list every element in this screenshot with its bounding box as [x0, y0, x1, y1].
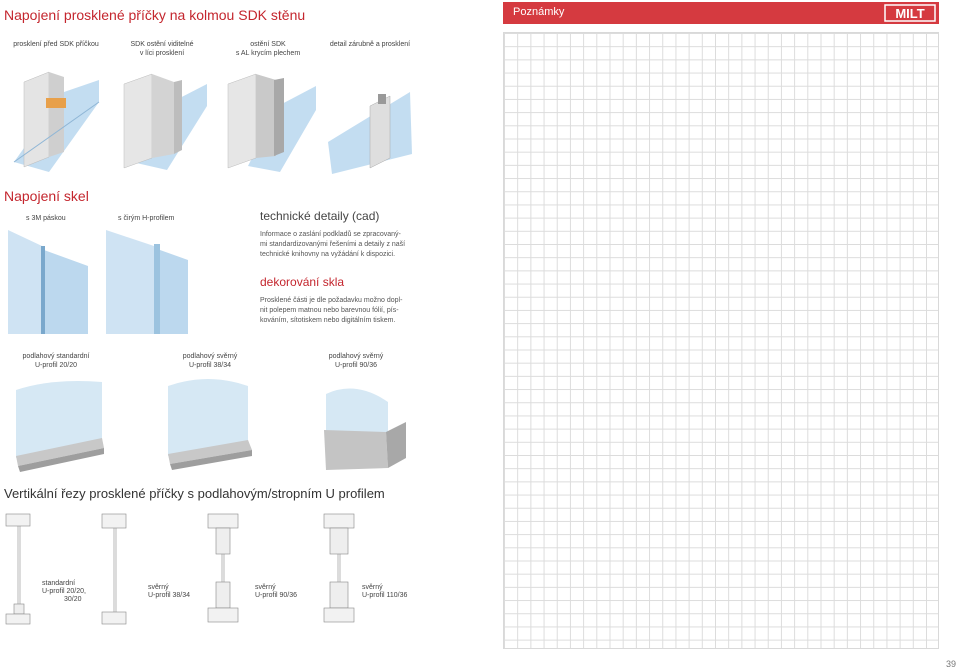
sdk-photo-3 — [218, 62, 318, 174]
caption-sdk-1: prosklení před SDK příčkou — [13, 41, 99, 48]
skel-photo-hprofile — [104, 226, 188, 334]
cad-line-3: technické knihovny na vyžádání k dispozici. — [260, 251, 396, 258]
decor-line-1: Prosklené části je dle požadavku možno dopl- — [260, 297, 403, 304]
caption-skel-2: s čirým H-profilem — [118, 215, 175, 222]
section-label-1-line1: standardní — [42, 580, 76, 587]
page-title: Napojení prosklené příčky na kolmou SDK stěnu — [4, 7, 306, 23]
caption-sdk-3-line1: ostění SDK — [250, 41, 286, 48]
caption-sdk-2-line1: SDK ostění viditelné — [130, 41, 194, 48]
notes-header-bar — [503, 2, 939, 24]
caption-skel-1: s 3M páskou — [26, 215, 66, 222]
skel-title: Napojení skel — [4, 188, 89, 204]
sdk-photo-1 — [4, 62, 104, 174]
caption-sdk-2-line2: v líci prosklení — [139, 50, 185, 57]
section-label-3 — [255, 584, 297, 600]
profile-photo-1 — [12, 372, 108, 472]
caption-profile-2 — [158, 352, 262, 370]
cad-line-1: Informace o zaslání podkladů se zpracovaný- — [260, 231, 401, 238]
caption-profile-3 — [304, 352, 408, 370]
section-label-3-line1: svěrný — [255, 584, 276, 591]
section-label-2-line2: U-profil 38/34 — [148, 592, 191, 599]
section-label-4-line2: U-profil 110/36 — [362, 592, 408, 599]
decor-line-3: kováním, sítotiskem nebo digitálním tiskem. — [260, 317, 396, 324]
caption-profile-3-line1: podlahový svěrný — [328, 353, 384, 360]
sdk-photo-2 — [112, 62, 212, 174]
page-number: 39 — [946, 659, 957, 669]
section-label-2-line1: svěrný — [148, 584, 169, 591]
decor-text — [260, 296, 440, 326]
section-label-2 — [148, 584, 190, 600]
caption-sdk-3-line2: s AL krycím plechem — [235, 50, 301, 57]
section-label-4-line1: svěrný — [362, 584, 383, 591]
section-label-1-line3: 30/20 — [64, 596, 82, 603]
section-label-4 — [362, 584, 407, 600]
decor-line-2: nit polepem matnou nebo barevnou fólií, pís- — [260, 307, 399, 314]
caption-profile-1-line1: podlahový standardní — [22, 353, 90, 360]
skel-photo-tape — [4, 226, 88, 334]
caption-profile-1 — [4, 352, 108, 370]
notes-label: Poznámky — [513, 6, 565, 18]
milt-logo — [882, 2, 938, 24]
caption-profile-2-line1: podlahový svěrný — [182, 353, 238, 360]
profile-photo-2 — [164, 372, 260, 472]
cad-title: technické detaily (cad) — [260, 209, 380, 223]
caption-sdk-2 — [110, 40, 214, 58]
sections-title: Vertikální řezy prosklené příčky s podlahovým/stropním U profilem — [4, 486, 385, 501]
cad-text — [260, 230, 440, 260]
svg-text:MILT: MILT — [895, 6, 925, 21]
decor-title: dekorování skla — [260, 275, 345, 289]
section-label-1 — [42, 580, 86, 604]
cad-line-2: mi standardizovanými řešeními a detaily z naší — [260, 241, 406, 248]
sdk-photo-4 — [320, 62, 420, 174]
profile-photo-3 — [316, 372, 412, 472]
notes-grid[interactable] — [503, 32, 939, 649]
caption-profile-2-line2: U-profil 38/34 — [188, 362, 232, 369]
caption-sdk-3 — [216, 40, 320, 58]
caption-profile-1-line2: U-profil 20/20 — [34, 362, 78, 369]
section-label-3-line2: U-profil 90/36 — [255, 592, 298, 599]
section-label-1-line2: U-profil 20/20, — [42, 588, 86, 595]
caption-sdk-4: detail zárubně a prosklení — [329, 41, 411, 48]
caption-profile-3-line2: U-profil 90/36 — [334, 362, 378, 369]
section-drawings — [4, 512, 434, 630]
